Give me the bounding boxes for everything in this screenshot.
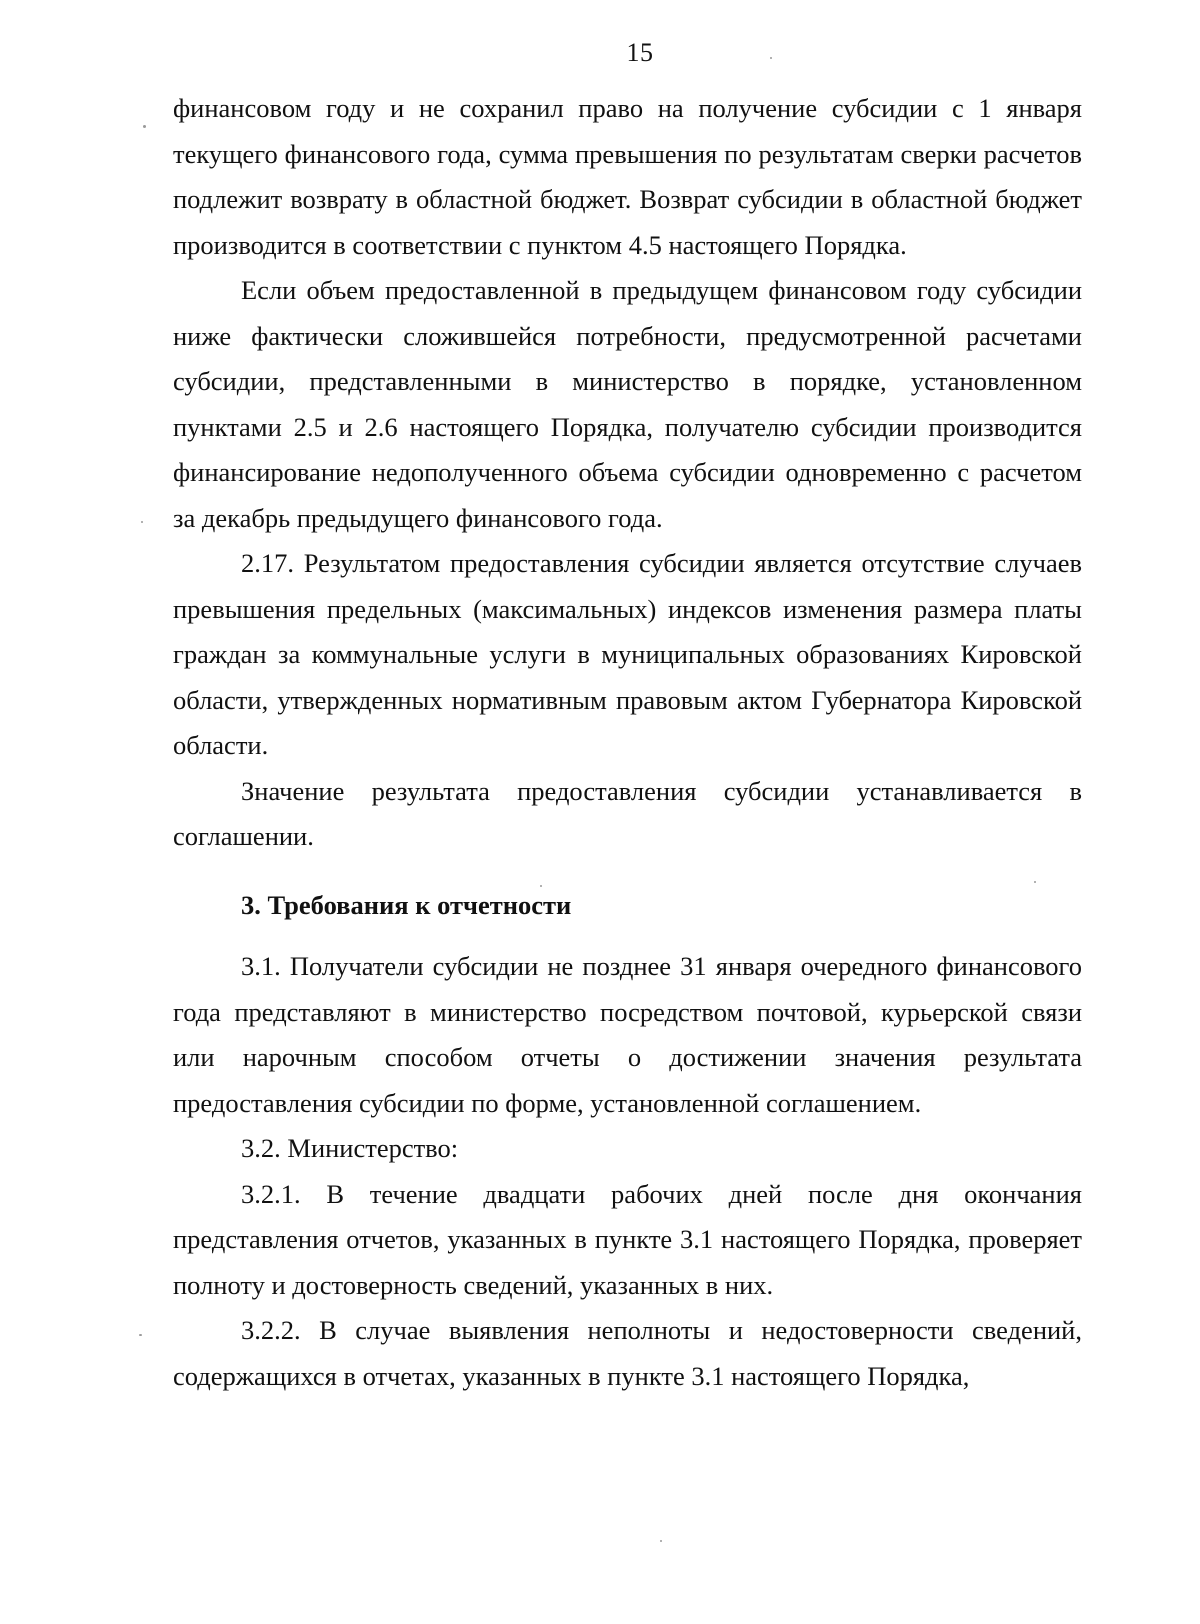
paragraph-continuation: финансовом году и не сохранил право на получение субсидии с 1 января текущего финансового года, сумма превышения по результатам сверки расчетов подлежит возврату в областной бюджет. Возврат субсидии в областной бюджет производится в соответствии с пунктом 4.5 настоящего Порядка. bbox=[173, 93, 1082, 260]
section-heading: 3. Требования к отчетности bbox=[241, 889, 572, 920]
paragraph-2-17-result: 2.17. Результатом предоставления субсидии является отсутствие случаев превышения предельных (максимальных) индексов изменения размера платы граждан за коммунальные услуги в муниципальных образованиях Кировской области, утвержденных нормативным правовым актом Губернатора Кировской области. bbox=[173, 548, 1082, 760]
scan-speck bbox=[770, 57, 772, 59]
scan-speck bbox=[143, 125, 146, 128]
paragraph-3-2-ministry: 3.2. Министерство: bbox=[241, 1133, 459, 1163]
paragraph-3-2-2-incomplete: 3.2.2. В случае выявления неполноты и недостоверности сведений, содержащихся в отчетах, указанных в пункте 3.1 настоящего Порядка, bbox=[173, 1315, 1082, 1391]
document-body bbox=[173, 86, 1082, 1399]
scan-speck bbox=[660, 1540, 662, 1542]
page-number: 15 bbox=[626, 38, 654, 67]
paragraph-result-value: Значение результата предоставления субсидии устанавливается в соглашении. bbox=[173, 775, 1082, 851]
paragraph-subsidy-underfunding: Если объем предоставленной в предыдущем финансовом году субсидии ниже фактически сложившейся потребности, предусмотренной расчетами субсидии, представленными в министерство в порядке, установленном пунктами 2.5 и 2.6 настоящего Порядка, получателю субсидии производится финансирование недополученного объема субсидии одновременно с расчетом за декабрь предыдущего финансового года. bbox=[173, 275, 1082, 533]
section-gap bbox=[173, 860, 1082, 883]
scan-speck bbox=[1034, 881, 1036, 883]
scan-speck bbox=[139, 1334, 142, 1336]
section-gap bbox=[173, 928, 1082, 944]
paragraph-3-2-1-check: 3.2.1. В течение двадцати рабочих дней после дня окончания представления отчетов, указанных в пункте 3.1 настоящего Порядка, проверяет полноту и достоверность сведений, указанных в них. bbox=[173, 1178, 1082, 1300]
scan-speck bbox=[540, 885, 542, 887]
paragraph-3-1-reports: 3.1. Получатели субсидии не позднее 31 января очередного финансового года представляют в министерство посредством почтовой, курьерской связи или нарочным способом отчеты о достижении значения результата предоставления субсидии по форме, установленной соглашением. bbox=[173, 951, 1082, 1118]
scan-speck bbox=[141, 521, 143, 523]
